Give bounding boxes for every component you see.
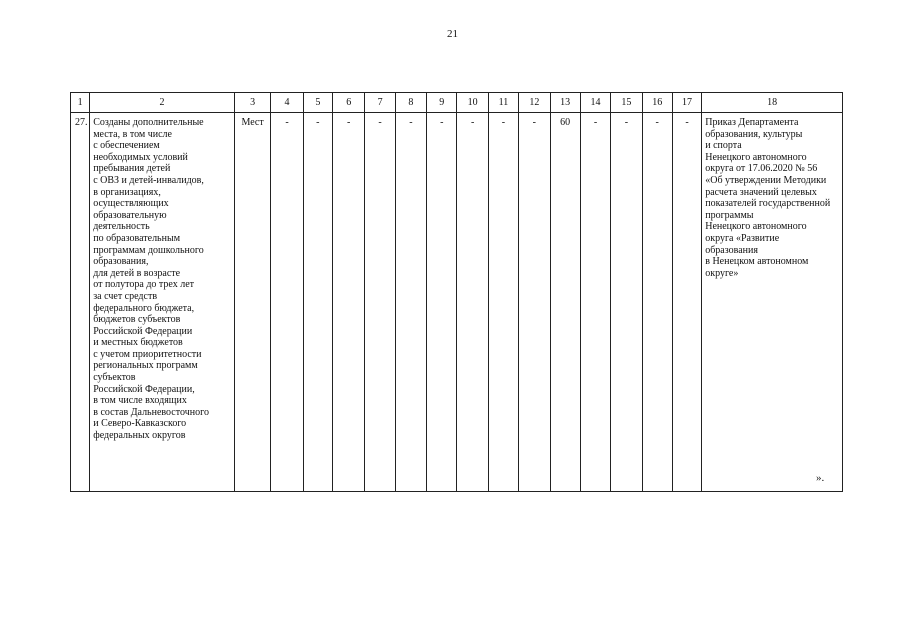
header-cell: 10 <box>457 93 488 113</box>
document-line: округа «Развитие <box>705 232 780 244</box>
closing-quote-mark: ». <box>816 472 825 484</box>
value-cell: 60 <box>550 113 580 492</box>
value-cell: - <box>488 113 518 492</box>
description-line: от полутора до трех лет <box>93 279 195 291</box>
document-line: образования, культуры <box>705 128 803 140</box>
header-cell: 7 <box>365 93 395 113</box>
document-line: расчета значений целевых <box>705 186 817 198</box>
description-line: в состав Дальневосточного <box>93 406 209 418</box>
description-line: образовательную <box>93 209 167 221</box>
indicators-table <box>70 92 843 492</box>
description-line: программам дошкольного <box>93 244 204 256</box>
description-line: по образовательным <box>93 232 181 244</box>
document-line: показателей государственной <box>705 198 831 210</box>
document-line: Приказ Департамента <box>705 117 799 128</box>
value-cell: - <box>672 113 701 492</box>
value-cell: - <box>395 113 426 492</box>
row-number: 27. <box>71 113 90 492</box>
document-line: Ненецкого автономного <box>705 151 807 163</box>
source-document <box>702 113 843 492</box>
value-cell: - <box>611 113 642 492</box>
description-line: пребывания детей <box>93 163 171 175</box>
document-line: округе» <box>705 267 739 279</box>
header-cell: 12 <box>519 93 550 113</box>
document-line: в Ненецком автономном <box>705 256 809 268</box>
document-line: и спорта <box>705 140 742 152</box>
description-line: с учетом приоритетности <box>93 348 202 360</box>
header-cell: 13 <box>550 93 580 113</box>
description-line: федерального бюджета, <box>93 302 195 314</box>
document-line: округа от 17.06.2020 № 56 <box>705 163 818 175</box>
description-line: Созданы дополнительные <box>93 117 204 128</box>
description-line: для детей в возрасте <box>93 267 181 279</box>
description-line: необходимых условий <box>93 151 188 163</box>
document-line: «Об утверждении Методики <box>705 174 827 186</box>
description-line: осуществляющих <box>93 198 169 210</box>
description-line: субъектов <box>93 372 136 384</box>
header-cell: 18 <box>702 93 843 113</box>
description-line: в том числе входящих <box>93 395 187 407</box>
value-cell: - <box>365 113 395 492</box>
description-line: с обеспечением <box>93 140 160 152</box>
header-cell: 14 <box>580 93 610 113</box>
value-cell: - <box>642 113 672 492</box>
description-line: с ОВЗ и детей-инвалидов, <box>93 174 204 186</box>
header-cell: 6 <box>333 93 365 113</box>
header-cell: 11 <box>488 93 518 113</box>
header-cell: 3 <box>234 93 270 113</box>
header-cell: 2 <box>90 93 235 113</box>
document-line: Ненецкого автономного <box>705 221 807 233</box>
header-cell: 1 <box>71 93 90 113</box>
description-line: места, в том числе <box>93 128 172 140</box>
description-line: региональных программ <box>93 360 198 372</box>
description-line: федеральных округов <box>93 430 186 442</box>
value-cell: - <box>427 113 457 492</box>
table-row <box>71 113 843 492</box>
header-cell: 8 <box>395 93 426 113</box>
value-cell: - <box>580 113 610 492</box>
description-line: Российской Федерации <box>93 325 193 337</box>
indicator-description <box>90 113 235 492</box>
description-line: деятельность <box>93 221 150 233</box>
document-line: программы <box>705 209 754 221</box>
description-line: бюджетов субъектов <box>93 314 181 326</box>
page-number: 21 <box>447 28 458 40</box>
description-line: и местных бюджетов <box>93 337 183 349</box>
table-header-row <box>71 93 843 113</box>
header-cell: 17 <box>672 93 701 113</box>
value-cell: - <box>457 113 488 492</box>
value-cell: - <box>519 113 550 492</box>
description-line: и Северо-Кавказского <box>93 418 187 430</box>
document-line: образования <box>705 244 758 256</box>
header-cell: 9 <box>427 93 457 113</box>
description-line: за счет средств <box>93 290 158 302</box>
header-cell: 4 <box>271 93 303 113</box>
value-cell: - <box>303 113 332 492</box>
description-line: в организациях, <box>93 186 161 198</box>
header-cell: 16 <box>642 93 672 113</box>
value-cell: - <box>271 113 303 492</box>
header-cell: 5 <box>303 93 332 113</box>
unit-cell: Мест <box>234 113 270 492</box>
description-line: Российской Федерации, <box>93 383 195 395</box>
value-cell: - <box>333 113 365 492</box>
description-line: образования, <box>93 256 149 268</box>
header-cell: 15 <box>611 93 642 113</box>
